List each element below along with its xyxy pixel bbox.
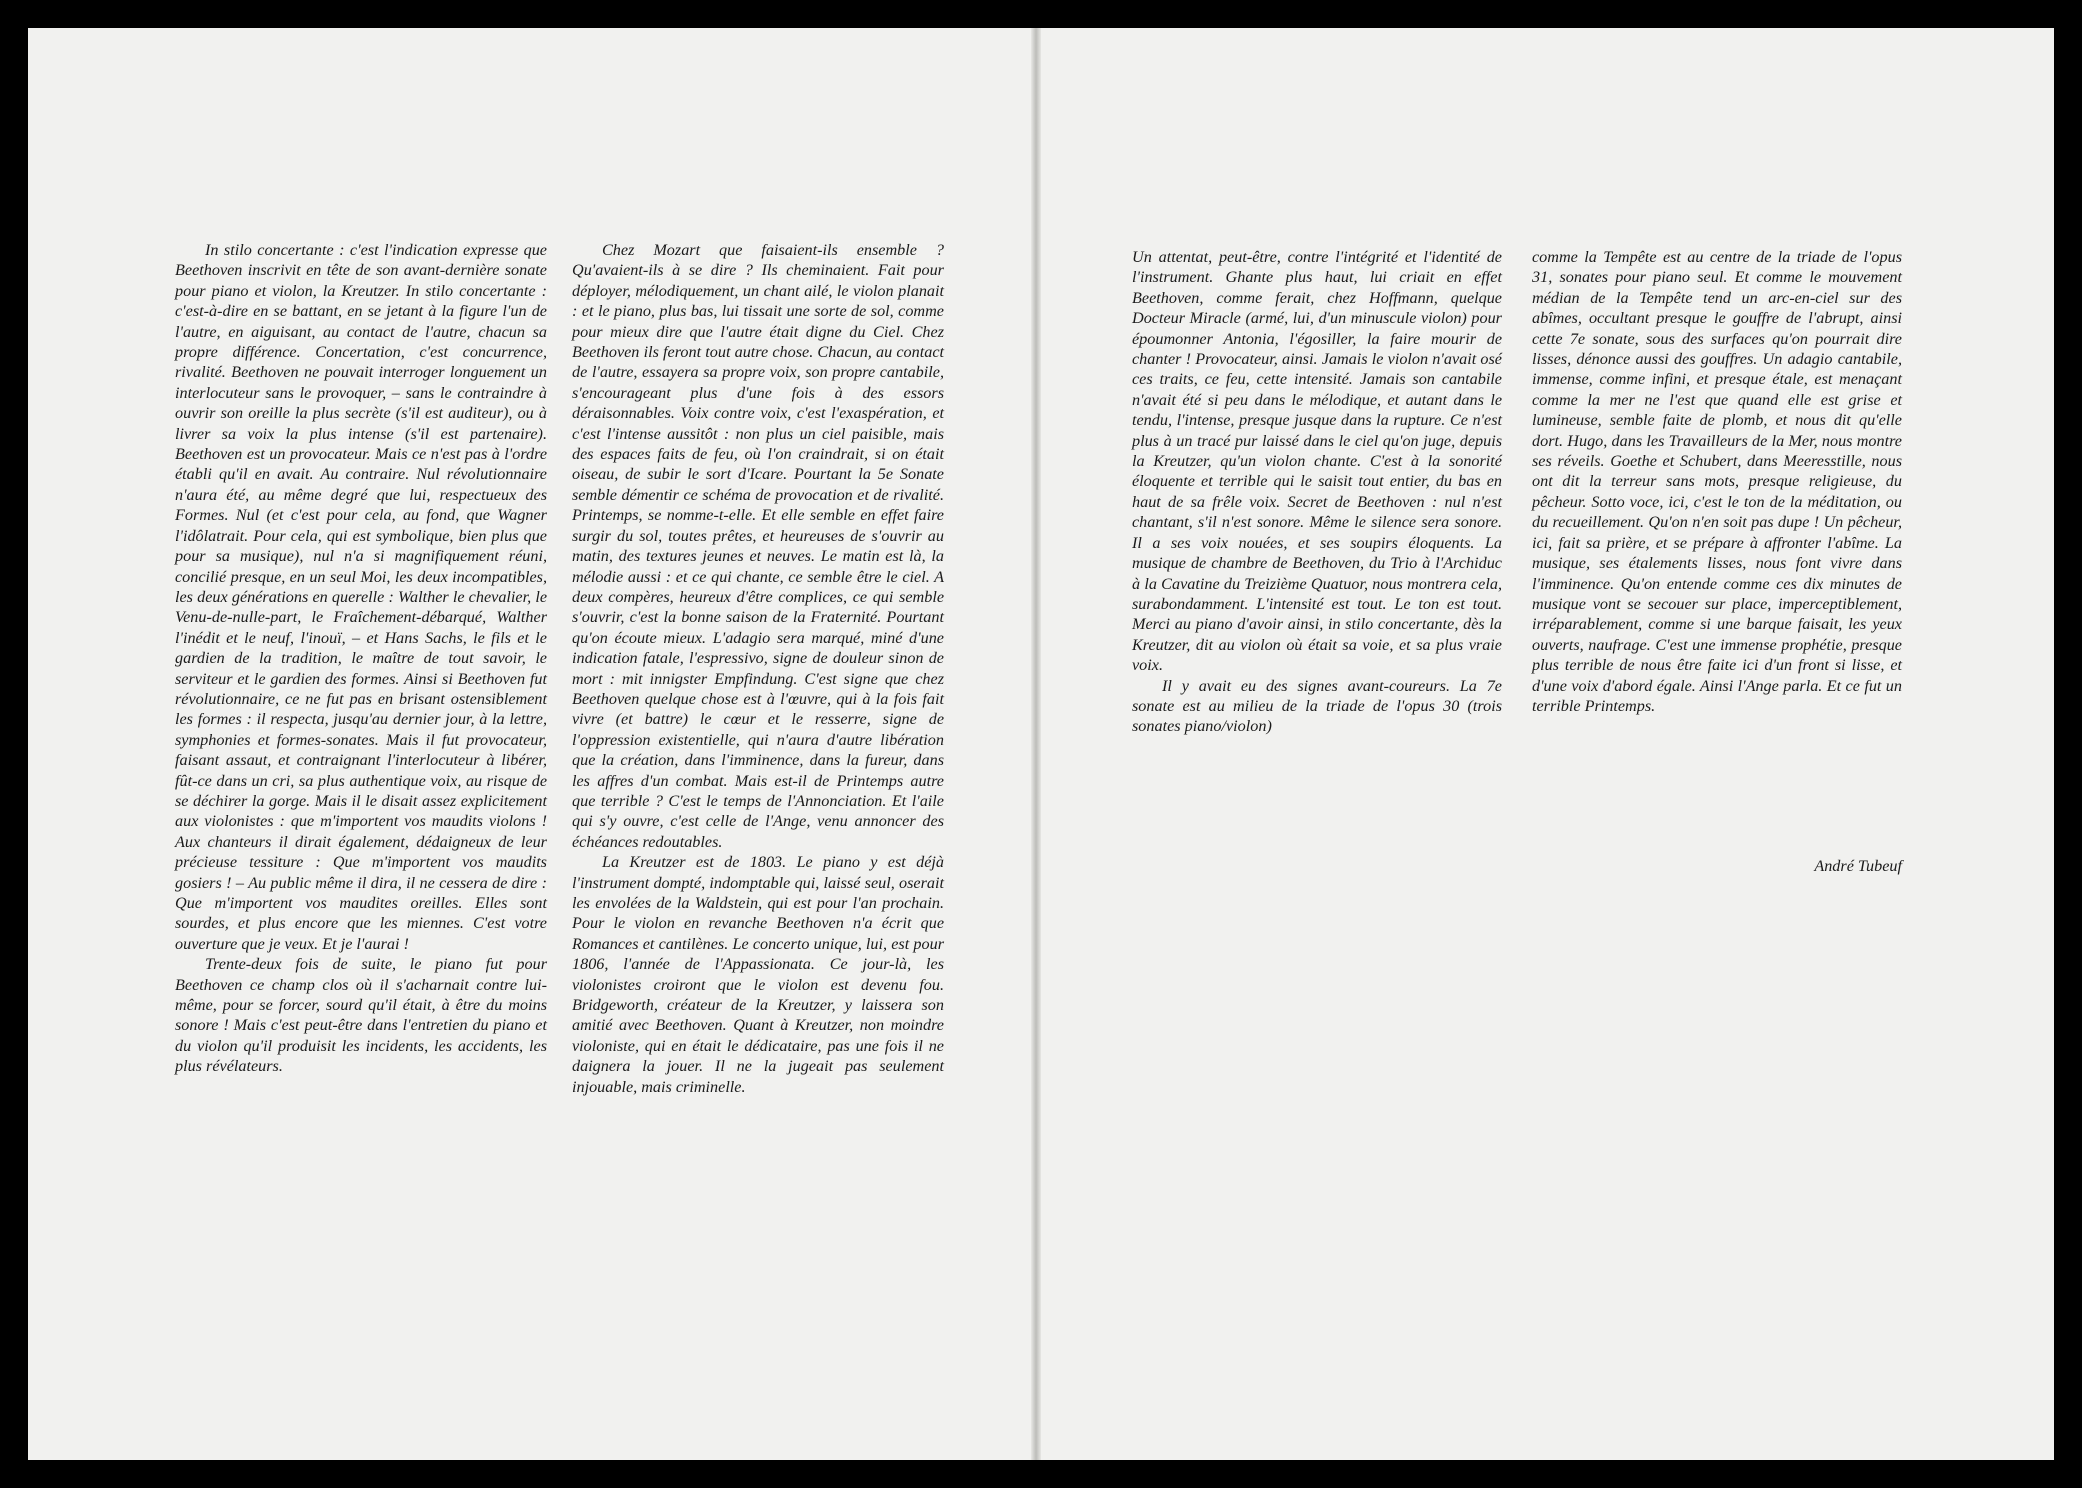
paragraph: comme la Tempête est au centre de la triade de l'opus 31, sonates pour piano seul. Et comme le mouvement médian de la Tempête tend un arc-en-ciel sur des abîmes, occultant presque le gouffre de l'abrupt, ainsi cette 7e sonate, sous des surfaces qu'on pourrait dire lisses, dénonce aussi des gouffres. Un adagio cantabile, immense, comme infini, et presque étale, est menaçant comme la mer ne l'est que quand elle est grise et lumineuse, semble faite de plomb, et nous dit qu'elle dort. Hugo, dans les Travailleurs de la Mer, nous montre ses réveils. Goethe et Schubert, dans Meeresstille, nous ont dit la terreur sans mots, presque religieuse, du pêcheur. Sotto voce, ici, c'est le ton de la méditation, ou du recueillement. Qu'on n'en soit pas dupe ! Un pêcheur, ici, fait sa prière, et se prépare à affronter l'abîme. La musique, ses étalements lisses, nous font vivre dans l'imminence. Qu'on entende comme ces dix minutes de musique vont se secouer sur place, imperceptiblement, irréparablement, comme si une barque faisait, les yeux ouverts, naufrage. C'est une immense prophétie, presque plus terrible de nous être faite ici d'un front si lisse, et d'une voix d'abord égale. Ainsi l'Ange parla. Et ce fut un terrible Printemps. [1532,248,1902,715]
paragraph: Chez Mozart que faisaient-ils ensemble ? Qu'avaient-ils à se dire ? Ils cheminaient. Fait pour déployer, mélodiquement, un chant ailé, le violon planait : et le piano, plus bas, lui tissait une sorte de sol, comme pour mieux dire que l'autre était digne du Ciel. Chez Beethoven ils feront tout autre chose. Chacun, au contact de l'autre, essayera sa propre voix, son propre cantabile, s'encourageant plus d'une fois à des essors déraisonnables. Voix contre voix, c'est l'exaspération, et c'est l'intense aussitôt : non plus un ciel paisible, mais des espaces faits de feu, où l'on craindrait, si on était oiseau, de subir le sort d'Icare. Pourtant la 5e Sonate semble démentir ce schéma de provocation et de rivalité. Printemps, se nomme-t-elle. Et elle semble en effet faire surgir du sol, toutes prêtes, et heureuses de s'ouvrir au matin, des textures jeunes et neuves. Le matin est là, la mélodie aussi : et ce qui chante, ce semble être le ciel. A deux compères, heureux d'être complices, ce qui semble s'ouvrir, c'est la bonne saison de la Fraternité. Pourtant qu'on écoute mieux. L'adagio sera marqué, miné d'une indication fatale, l'espressivo, signe de douleur sinon de mort : mit innigster Empfindung. C'est signe que chez Beethoven quelque chose est à l'œuvre, qui à la fois fait vivre (et battre) le cœur et le resserre, signe de l'oppression existentielle, qui n'aura d'autre libération que la création, dans l'imminence, dans la fureur, dans les affres d'un combat. Mais est-il de Printemps autre que terrible ? C'est le temps de l'Annonciation. Et l'aile qui s'y ouvre, c'est celle de l'Ange, venu annoncer des échéances redoutables. [572,241,944,851]
paragraph: Il y avait eu des signes avant-coureurs. La 7e sonate est au milieu de la triade de l'opus 30 (trois sonates piano/violon) [1132,676,1502,736]
paragraph: Trente-deux fois de suite, le piano fut pour Beethoven ce champ clos où il s'acharnait contre lui-même, pour se forcer, sourd qu'il était, à être du moins sonore ! Mais c'est peut-être dans l'entretien du piano et du violon qu'il produisit les incidents, les accidents, les plus révélateurs. [175,955,547,1076]
author-signature: André Tubeuf [1814,857,1902,875]
text-column-1 [175,240,547,1077]
paragraph: La Kreutzer est de 1803. Le piano y est déjà l'instrument dompté, indomptable qui, laissé seul, oserait les envolées de la Waldstein, qui est pour l'an prochain. Pour le violon en revanche Beethoven n'a écrit que Romances et cantilènes. Le concerto unique, lui, est pour 1806, l'année de l'Appassionata. Ce jour-là, les violonistes croiront que le violon est devenu fou. Bridgeworth, créateur de la Kreutzer, y laissera son amitié avec Beethoven. Quant à Kreutzer, non moindre violoniste, qui en était le dédicataire, pas une fois il ne daignera la jouer. Il ne la jugeait pas seulement injouable, mais criminelle. [572,853,944,1096]
text-column-4 [1532,247,1902,716]
text-column-3 [1132,247,1502,737]
right-page [1038,28,2054,1460]
paragraph: In stilo concertante : c'est l'indication expresse que Beethoven inscrivit en tête de son avant-dernière sonate pour piano et violon, la Kreutzer. In stilo concertante : c'est-à-dire en se battant, en se jetant à la figure l'un de l'autre, en aiguisant, au contact de l'autre, chacun sa propre différence. Concertation, c'est concurrence, rivalité. Beethoven ne pouvait interroger longuement un interlocuteur sans le provoquer, – sans le contraindre à ouvrir son oreille la plus secrète (s'il est auditeur), ou à livrer sa voix la plus intense (s'il est partenaire). Beethoven est un provocateur. Mais ce n'est pas à l'ordre établi qu'il en avait. Au contraire. Nul révolutionnaire n'aura été, au même degré que lui, respectueux des Formes. Nul (et c'est pour cela, au fond, que Wagner l'idôlatrait. Pour cela, qui est symbolique, bien plus que pour sa musique), nul n'a si magnifiquement réuni, concilié presque, en un seul Moi, les deux incompatibles, les deux générations en querelle : Walther le chevalier, le Venu-de-nulle-part, le Fraîchement-débarqué, Walther l'inédit et le neuf, l'inouï, – et Hans Sachs, le fils et le gardien de la tradition, le maître de tout savoir, le serviteur et le gardien des formes. Ainsi si Beethoven fut révolutionnaire, ce ne fut pas en brisant ostensiblement les formes : il respecta, jusqu'au dernier jour, à la lettre, symphonies et formes-sonates. Mais il fut provocateur, faisant assaut, et contraignant l'interlocuteur à libérer, fût-ce dans un cri, sa plus authentique voix, au risque de se déchirer la gorge. Mais il le disait assez explicitement aux violonistes : que m'importent vos maudits violons ! Aux chanteurs il dirait également, dédaigneux de leur précieuse tessiture : Que m'importent vos maudits gosiers ! – Au public même il dira, il ne cessera de dire : Que m'importent vos maudites oreilles. Elles sont sourdes, et plus encore que les miennes. C'est votre ouverture que je veux. Et je l'aurai ! [175,241,547,953]
paragraph: Un attentat, peut-être, contre l'intégrité et l'identité de l'instrument. Ghante plus haut, lui criait en effet Beethoven, comme ferait, chez Hoffmann, quelque Docteur Miracle (armé, lui, d'un minuscule violon) pour époumonner Antonia, l'égosiller, la faire mourir de chanter ! Provocateur, ainsi. Jamais le violon n'avait osé ces traits, ce feu, cette intensité. Jamais son cantabile n'avait été si peu dans le mélodique, et autant dans le tendu, l'intense, presque jusque dans la rupture. Ce n'est plus à un tracé pur laissé dans le ciel qu'on juge, depuis la Kreutzer, qu'un violon chante. C'est à la sonorité éloquente et terrible qui le saisit tout entier, du bas en haut de sa frêle voix. Secret de Beethoven : nul n'est chantant, s'il n'est sonore. Même le silence sera sonore. Il a ses voix nouées, et ses soupirs éloquents. La musique de chambre de Beethoven, du Trio à l'Archiduc à la Cavatine du Treizième Quatuor, nous montrera cela, surabondamment. L'intensité est tout. Le ton est tout. Merci au piano d'avoir ainsi, in stilo concertante, dès la Kreutzer, dit au violon où était sa voie, et sa plus vraie voix. [1132,248,1502,675]
page-gutter [1031,28,1041,1460]
text-column-2 [572,240,944,1097]
